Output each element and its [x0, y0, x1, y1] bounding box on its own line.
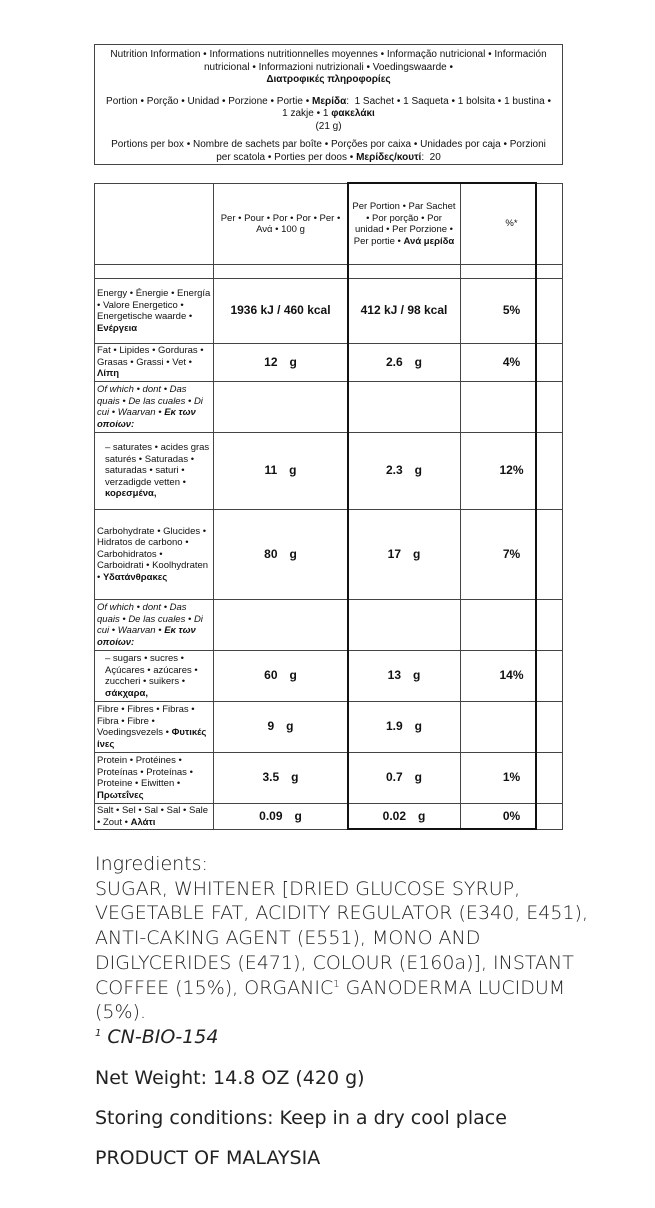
label-text: – sugars • sucres • Açúcares • azúcares • zuccheri • suikers •: [105, 653, 198, 687]
ingredients-footnote: [95, 1025, 595, 1050]
amount: 9: [267, 719, 275, 734]
label-text: Energy • Énergie • Energía • Valore Energetico • Energetische waarde •: [97, 288, 211, 322]
title-text: Nutrition Information • Informations nutritionnelles moyennes • Informação nutricional • Información nutricional • Informazioni nutrizionali • Voedingswaarde •: [110, 49, 547, 73]
portion-label: Portion • Porção • Unidad • Porzione • Portie •: [106, 95, 310, 107]
label-greek: κορεσμένα,: [105, 488, 157, 500]
value-per-100g: [214, 510, 348, 600]
value-per-100g: [214, 344, 348, 382]
country-of-origin: PRODUCT OF MALAYSIA: [95, 1147, 321, 1169]
value-per-portion: [348, 344, 461, 382]
label-greek: Πρωτεΐνες: [97, 789, 144, 801]
amount: 17: [387, 546, 401, 561]
table-row-saturates: [95, 433, 563, 510]
empty-cell: [214, 600, 348, 651]
amount: 2.6: [385, 354, 403, 369]
amount: 0.7: [385, 770, 403, 785]
table-row-sugars: [95, 651, 563, 702]
row-label: [95, 344, 214, 382]
amount: 3.5: [262, 770, 280, 785]
row-label: [95, 804, 214, 830]
amount: 13: [387, 668, 401, 683]
unit: g: [413, 668, 421, 683]
value-per-portion: [348, 510, 461, 600]
value-per-portion: 412 kJ / 98 kcal: [348, 279, 461, 344]
table-row-fat: [95, 344, 563, 382]
value-per-100g: [214, 651, 348, 702]
value-per-portion: [348, 702, 461, 753]
unit: g: [414, 770, 423, 785]
table-row-fibre: [95, 702, 563, 753]
table-row-protein: [95, 753, 563, 804]
table-row-of-which: [95, 600, 563, 651]
row-label: [95, 382, 214, 433]
row-label: [95, 651, 214, 702]
header-blank-cell: [95, 184, 214, 265]
portion-label-greek: Μερίδα: [311, 95, 347, 107]
portions-per-box: Portions per box • Nombre de sachets par boîte • Porções por caixa • Unidades por caja • Porzioni per scatola • Porties per doos • Μερίδες/κουτί: 20: [111, 139, 546, 163]
row-label: [95, 753, 214, 804]
empty-cell: [214, 382, 348, 433]
label-greek: Υδατάνθρακες: [102, 571, 168, 583]
label-text: – saturates • acides gras saturés • Saturadas • saturadas • saturi • verzadigde vetten •: [105, 442, 210, 488]
unit: g: [286, 719, 294, 734]
empty-cell: [348, 600, 461, 651]
unit: g: [289, 668, 297, 683]
portion-info: Portion • Porção • Unidad • Porzione • Portie • Μερίδα: 1 Sachet • 1 Saqueta • 1 bolsita • 1 bustina • 1 zakje • 1 φακελάκι (21 g): [106, 95, 551, 132]
label-greek: Φυτικές ίνες: [97, 727, 207, 750]
table-row-salt: [95, 804, 563, 830]
value-percent: 7%: [461, 510, 563, 600]
value-percent: 0%: [461, 804, 563, 830]
portion-value-greek: φακελάκι: [331, 108, 375, 119]
ingredients-end: GANODERMA LUCIDUM (5%).: [95, 976, 566, 1024]
spacer-cell: [95, 265, 214, 279]
unit: g: [413, 546, 421, 561]
value-per-portion: [348, 753, 461, 804]
unit: g: [289, 463, 297, 478]
footnote-text: CN-BIO-154: [101, 1025, 219, 1048]
spacer-cell: [461, 265, 563, 279]
label-greek: Λίπη: [97, 368, 120, 380]
value-percent: 12%: [461, 433, 563, 510]
amount: 2.3: [385, 463, 403, 478]
label-text: Of which • dont • Das quais • De las cuales • Di cui • Waarvan •: [97, 384, 203, 418]
label-text: Fibre • Fibres • Fibras • Fibra • Fibre • Voedingsvezels •: [97, 704, 195, 738]
value-percent: 14%: [461, 651, 563, 702]
table-row-carbohydrate: [95, 510, 563, 600]
label-text: Fat • Lipides • Gorduras • Grasas • Grassi • Vet •: [97, 345, 204, 368]
amount: 0.02: [382, 808, 406, 823]
amount: 12: [264, 354, 278, 369]
ingredients-heading: Ingredients:: [95, 853, 208, 875]
label-text: Salt • Sel • Sal • Sal • Sale • Zout •: [97, 805, 208, 828]
value-percent: [461, 702, 563, 753]
amount: 80: [264, 546, 278, 561]
row-label: [95, 510, 214, 600]
amount: 0.09: [259, 808, 283, 823]
col-portion-text: Per Portion • Par Sachet • Por porção • Por unidad • Per Porzione • Per portie •: [352, 201, 456, 247]
table-header-row: [95, 184, 563, 265]
spacer-cell: [214, 265, 348, 279]
label-text: Of which • dont • Das quais • De las cuales • Di cui • Waarvan •: [97, 602, 203, 636]
amount: 60: [264, 668, 278, 683]
empty-cell: [348, 382, 461, 433]
spacer-cell: [348, 265, 461, 279]
empty-cell: [461, 600, 563, 651]
value-per-portion: [348, 433, 461, 510]
unit: g: [414, 354, 423, 369]
amount: 1.9: [385, 719, 403, 734]
value-per-portion: [348, 651, 461, 702]
net-weight: Net Weight: 14.8 OZ (420 g): [95, 1067, 365, 1089]
value-per-100g: 1936 kJ / 460 kcal: [214, 279, 348, 344]
col-portion-greek: Ανά μερίδα: [403, 235, 455, 247]
portions-label: Portions per box • Nombre de sachets par boîte • Porções por caixa • Unidades por caja • Porzioni per scatola • Porties per doos •: [111, 139, 546, 163]
title-greek: Διατροφικές πληροφορίες: [266, 74, 391, 85]
value-per-100g: [214, 804, 348, 830]
label-greek: Εκ των οποίων:: [97, 407, 196, 430]
ingredients-text: [95, 877, 595, 1025]
col-per-100g: Per • Pour • Por • Por • Per • Ανά • 100 g: [214, 184, 348, 265]
unit: g: [418, 808, 426, 823]
nutrition-table: [94, 183, 563, 830]
unit: g: [294, 808, 302, 823]
nutrition-header-box: [94, 44, 563, 165]
unit: g: [289, 546, 297, 561]
label-greek: Ενέργεια: [97, 322, 138, 334]
label-greek: Αλάτι: [130, 816, 156, 828]
row-label: [95, 279, 214, 344]
unit: g: [414, 719, 423, 734]
value-percent: 1%: [461, 753, 563, 804]
empty-cell: [461, 382, 563, 433]
label-text: Protein • Protéines • Proteínas • Proteínas • Proteine • Eiwitten •: [97, 755, 193, 789]
unit: g: [289, 354, 297, 369]
storage-conditions: Storing conditions: Keep in a dry cool place: [95, 1107, 507, 1129]
portion-value: 1 Sachet • 1 Saqueta • 1 bolsita • 1 bustina • 1 zakje • 1: [282, 95, 551, 119]
unit: g: [291, 770, 299, 785]
label-greek: σάκχαρα,: [105, 687, 148, 699]
value-percent: 5%: [461, 279, 563, 344]
label-text: Carbohydrate • Glucides • Hidratos de carbono • Carbohidratos • Carboidrati • Koolhydraten •: [97, 525, 209, 583]
value-per-100g: [214, 702, 348, 753]
footnote-mark: 1: [95, 1027, 102, 1039]
nutrition-title: [105, 49, 552, 87]
portion-grams: (21 g): [315, 120, 342, 132]
portions-label-greek: Μερίδες/κουτί: [356, 151, 422, 163]
footnote-ref: 1: [333, 978, 340, 990]
ingredients-main: SUGAR, WHITENER [DRIED GLUCOSE SYRUP, VEGETABLE FAT, ACIDITY REGULATOR (E340, E451), ANTI-CAKING AGENT (E551), MONO AND DIGLYCERIDES (E471), COLOUR (E160a)], INSTANT COFFEE (15%), ORGANIC: [95, 877, 589, 999]
spacer-row: [95, 265, 563, 279]
value-percent: 4%: [461, 344, 563, 382]
portions-value: 20: [429, 151, 441, 163]
col-percent: %*: [461, 184, 563, 265]
ingredients-section: [95, 852, 595, 1050]
amount: 11: [264, 463, 278, 478]
unit: g: [414, 463, 423, 478]
value-per-portion: [348, 804, 461, 830]
row-label: [95, 600, 214, 651]
col-per-portion: [348, 184, 461, 265]
value-per-100g: [214, 433, 348, 510]
row-label: [95, 702, 214, 753]
value-per-100g: [214, 753, 348, 804]
table-row-energy: [95, 279, 563, 344]
table-row-of-which: [95, 382, 563, 433]
row-label: [95, 433, 214, 510]
label-greek: Εκ των οποίων:: [97, 625, 196, 648]
